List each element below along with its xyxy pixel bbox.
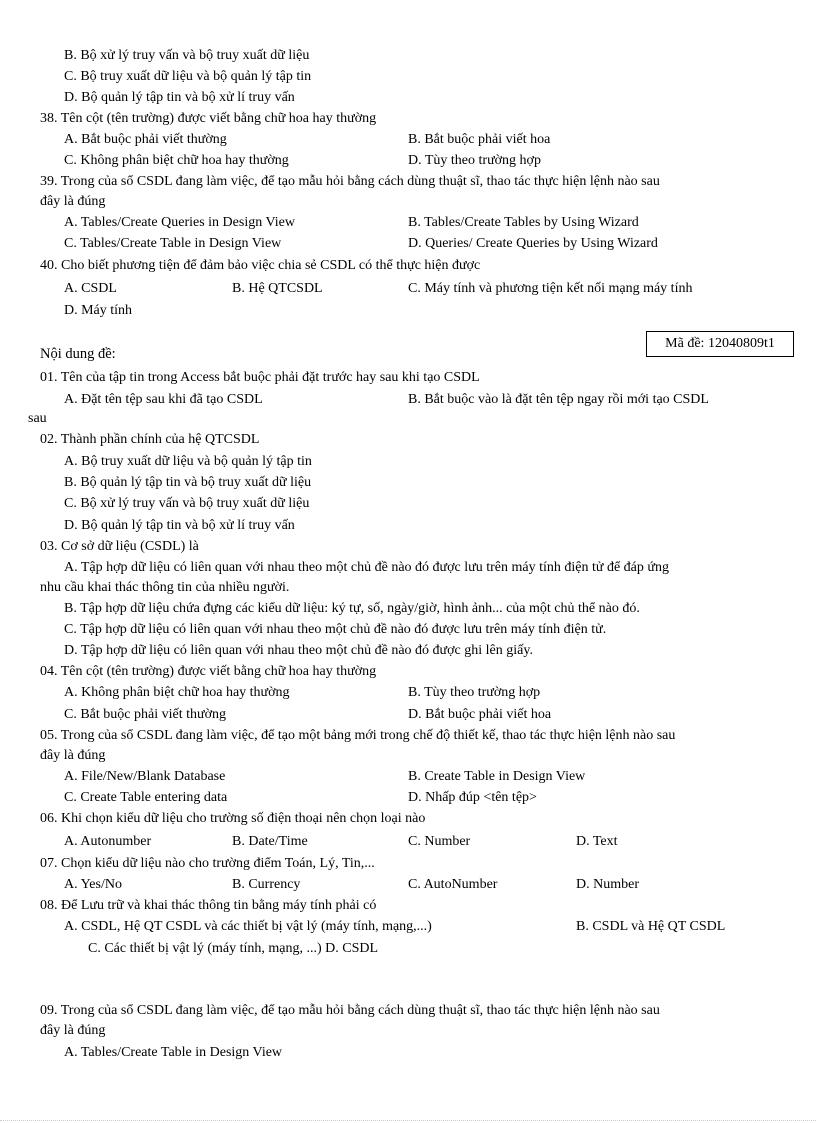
q03-option-b: B. Tập hợp dữ liệu chứa đựng các kiểu dữ liệu: ký tự, số, ngày/giờ, hình ảnh... của một chủ thể nào đó. <box>64 601 640 616</box>
q01-stem: 01. Tên của tập tin trong Access bắt buộc phải đặt trước hay sau khi tạo CSDL <box>40 370 480 385</box>
q40-option-b: B. Hệ QTCSDL <box>232 281 323 296</box>
q37-option-c: C. Bộ truy xuất dữ liệu và bộ quản lý tập tin <box>64 69 312 84</box>
q38-option-b: B. Bắt buộc phải viết hoa <box>408 132 551 147</box>
q03-option-d: D. Tập hợp dữ liệu có liên quan với nhau theo một chủ đề nào đó được ghi lên giấy. <box>64 643 533 658</box>
q06-option-d: D. Text <box>576 834 618 849</box>
q05-stem-line2: đây là đúng <box>40 748 106 763</box>
q02-option-a: A. Bộ truy xuất dữ liệu và bộ quản lý tập tin <box>64 454 312 469</box>
q07-option-d: D. Number <box>576 877 639 892</box>
q03-option-c: C. Tập hợp dữ liệu có liên quan với nhau theo một chủ đề nào đó được lưu trên máy tính điện tử. <box>64 622 607 637</box>
page-bottom-divider <box>0 1120 816 1121</box>
q08-option-c-d: C. Các thiết bị vật lý (máy tính, mạng, ...) D. CSDL <box>88 941 379 956</box>
q08-option-a: A. CSDL, Hệ QT CSDL và các thiết bị vật lý (máy tính, mạng,...) <box>64 919 432 934</box>
q01-option-b: B. Bắt buộc vào là đặt tên tệp ngay rồi mới tạo CSDL <box>408 392 709 407</box>
q09-stem-line1: 09. Trong của sổ CSDL đang làm việc, để tạo mẫu hỏi bằng cách dùng thuật sĩ, thao tác thực hiện lệnh nào sau <box>40 1003 660 1018</box>
q04-stem: 04. Tên cột (tên trường) được viết bằng chữ hoa hay thường <box>40 664 377 679</box>
q01-option-a: A. Đặt tên tệp sau khi đã tạo CSDL <box>64 392 263 407</box>
q09-option-a: A. Tables/Create Table in Design View <box>64 1045 283 1060</box>
q03-option-a-line1: A. Tập hợp dữ liệu có liên quan với nhau theo một chủ đề nào đó được lưu trên máy tính điện tử để đáp ứng <box>64 560 669 575</box>
q03-option-a-line2: nhu cầu khai thác thông tin của nhiều người. <box>40 580 290 595</box>
q37-option-b: B. Bộ xử lý truy vấn và bộ truy xuất dữ liệu <box>64 48 310 63</box>
q40-option-c: C. Máy tính và phương tiện kết nối mạng máy tính <box>408 281 693 296</box>
q39-option-c: C. Tables/Create Table in Design View <box>64 236 282 251</box>
q09-stem-line2: đây là đúng <box>40 1023 106 1038</box>
q05-option-a: A. File/New/Blank Database <box>64 769 226 784</box>
q39-stem-line2: đây là đúng <box>40 194 106 209</box>
q05-stem-line1: 05. Trong của sổ CSDL đang làm việc, để tạo một bảng mới trong chế độ thiết kế, thao tác thực hiện lệnh nào sau <box>40 728 676 743</box>
q07-option-a: A. Yes/No <box>64 877 122 892</box>
q38-option-c: C. Không phân biệt chữ hoa hay thường <box>64 153 289 168</box>
q38-stem: 38. Tên cột (tên trường) được viết bằng chữ hoa hay thường <box>40 111 377 126</box>
q02-stem: 02. Thành phần chính của hệ QTCSDL <box>40 432 260 447</box>
q07-option-b: B. Currency <box>232 877 301 892</box>
q02-option-b: B. Bộ quản lý tập tin và bộ truy xuất dữ liệu <box>64 475 312 490</box>
q04-option-d: D. Bắt buộc phải viết hoa <box>408 707 552 722</box>
q39-stem-line1: 39. Trong của sổ CSDL đang làm việc, để tạo mẫu hỏi bằng cách dùng thuật sĩ, thao tác thực hiện lệnh nào sau <box>40 174 660 189</box>
q03-stem: 03. Cơ sở dữ liệu (CSDL) là <box>40 539 199 554</box>
q38-option-a: A. Bắt buộc phải viết thường <box>64 132 227 147</box>
q05-option-b: B. Create Table in Design View <box>408 769 586 784</box>
q08-option-b: B. CSDL và Hệ QT CSDL <box>576 919 726 934</box>
q04-option-c: C. Bắt buộc phải viết thường <box>64 707 226 722</box>
q06-stem: 06. Khi chọn kiểu dữ liệu cho trường số điện thoại nên chọn loại nào <box>40 811 426 826</box>
q06-option-b: B. Date/Time <box>232 834 308 849</box>
q01-option-b-wrap: sau <box>28 411 47 426</box>
q04-option-a: A. Không phân biệt chữ hoa hay thường <box>64 685 290 700</box>
q05-option-d: D. Nhấp đúp <tên tệp> <box>408 790 537 805</box>
q37-option-d: D. Bộ quản lý tập tin và bộ xử lí truy vấn <box>64 90 295 105</box>
q05-option-c: C. Create Table entering data <box>64 790 228 805</box>
q07-option-c: C. AutoNumber <box>408 877 498 892</box>
q07-stem: 07. Chọn kiểu dữ liệu nào cho trường điểm Toán, Lý, Tin,... <box>40 856 375 871</box>
content-header: Nội dung đề: <box>40 346 116 362</box>
q39-option-a: A. Tables/Create Queries in Design View <box>64 215 295 230</box>
q06-option-c: C. Number <box>408 834 471 849</box>
q04-option-b: B. Tùy theo trường hợp <box>408 685 541 700</box>
q02-option-c: C. Bộ xử lý truy vấn và bộ truy xuất dữ liệu <box>64 496 310 511</box>
exam-code-box: Mã đề: 12040809t1 <box>646 331 794 357</box>
q39-option-d: D. Queries/ Create Queries by Using Wizard <box>408 236 658 251</box>
q40-option-a: A. CSDL <box>64 281 117 296</box>
q40-option-d: D. Máy tính <box>64 303 133 318</box>
q08-stem: 08. Để Lưu trữ và khai thác thông tin bằng máy tính phải có <box>40 898 377 913</box>
q40-stem: 40. Cho biết phương tiện để đảm bảo việc chia sẻ CSDL có thể thực hiện được <box>40 258 481 273</box>
q38-option-d: D. Tùy theo trường hợp <box>408 153 541 168</box>
q39-option-b: B. Tables/Create Tables by Using Wizard <box>408 215 639 230</box>
q06-option-a: A. Autonumber <box>64 834 152 849</box>
q02-option-d: D. Bộ quản lý tập tin và bộ xử lí truy vấn <box>64 518 295 533</box>
